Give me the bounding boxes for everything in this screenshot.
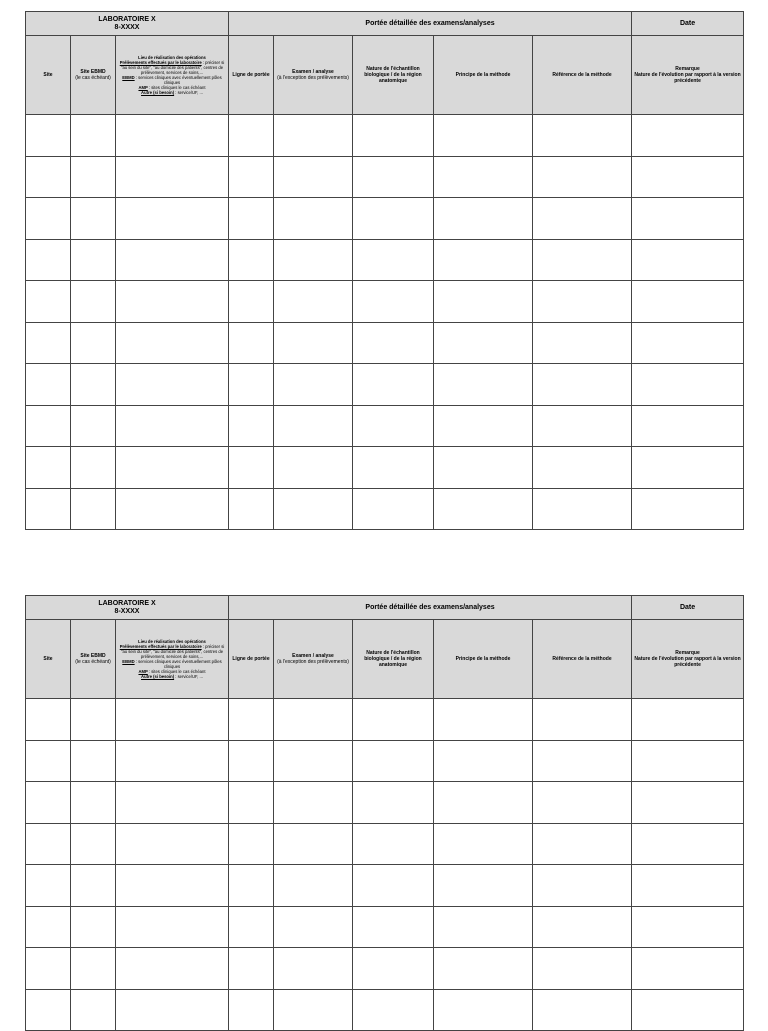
lieu-amp-label: AMP (138, 669, 148, 674)
lieu-autre-text: : service/UF, ... (174, 90, 203, 95)
table-cell[interactable] (533, 740, 632, 782)
table-cell[interactable] (434, 115, 533, 157)
col-examen-label: Examen / analyse (292, 69, 334, 75)
table-cell[interactable] (26, 488, 71, 530)
table-cell[interactable] (71, 322, 116, 364)
table-cell[interactable] (434, 364, 533, 406)
table-cell[interactable] (533, 281, 632, 323)
table-cell[interactable] (434, 156, 533, 198)
table-cell[interactable] (632, 989, 744, 1031)
lieu-ebmd-text: : services cliniques avec éventuellement pôles cliniques (134, 75, 222, 85)
table-cell[interactable] (274, 948, 353, 990)
table-cell[interactable] (26, 948, 71, 990)
table-row (26, 989, 744, 1031)
table-cell[interactable] (71, 447, 116, 489)
table-cell[interactable] (71, 281, 116, 323)
table-cell[interactable] (632, 239, 744, 281)
table-cell[interactable] (71, 823, 116, 865)
table-cell[interactable] (229, 405, 274, 447)
table-cell[interactable] (353, 364, 434, 406)
col-principe: Principe de la méthode (434, 620, 533, 699)
table-cell[interactable] (116, 364, 229, 406)
table-cell[interactable] (434, 865, 533, 907)
table-cell[interactable] (116, 115, 229, 157)
col-nature: Nature de l'échantillon biologique / de la région anatomique (353, 620, 434, 699)
table-cell[interactable] (26, 823, 71, 865)
col-site-ebmd-label: Site EBMD (80, 69, 106, 75)
table-cell[interactable] (274, 281, 353, 323)
table-cell[interactable] (533, 239, 632, 281)
table-cell[interactable] (274, 782, 353, 824)
table-cell[interactable] (26, 156, 71, 198)
table-cell[interactable] (434, 906, 533, 948)
col-remarque (632, 36, 744, 115)
table-cell[interactable] (26, 906, 71, 948)
table-cell[interactable] (229, 281, 274, 323)
table-cell[interactable] (274, 740, 353, 782)
portee-title: Portée détaillée des examens/analyses (229, 596, 632, 620)
date-title: Date (632, 596, 744, 620)
table-cell[interactable] (632, 948, 744, 990)
col-site-ebmd (71, 620, 116, 699)
table-cell[interactable] (116, 740, 229, 782)
table-cell[interactable] (229, 447, 274, 489)
table-cell[interactable] (26, 198, 71, 240)
table-cell[interactable] (434, 198, 533, 240)
table-cell[interactable] (71, 740, 116, 782)
table-row (26, 405, 744, 447)
table-cell[interactable] (353, 281, 434, 323)
table-cell[interactable] (434, 405, 533, 447)
table-cell[interactable] (632, 322, 744, 364)
table-cell[interactable] (26, 322, 71, 364)
lieu-amp-text: : sites cliniques le cas échéant (147, 85, 206, 90)
table-row (26, 488, 744, 530)
col-site-ebmd-label: Site EBMD (80, 653, 106, 659)
table-cell[interactable] (229, 115, 274, 157)
table-cell[interactable] (229, 198, 274, 240)
col-lieu (116, 620, 229, 699)
lieu-ebmd-text: : services cliniques avec éventuellement pôles cliniques (134, 659, 222, 669)
table-cell[interactable] (632, 115, 744, 157)
table-cell[interactable] (353, 198, 434, 240)
table-cell[interactable] (274, 239, 353, 281)
table-cell[interactable] (353, 948, 434, 990)
table-cell[interactable] (274, 488, 353, 530)
table-cell[interactable] (533, 823, 632, 865)
table-cell[interactable] (116, 865, 229, 907)
table-cell[interactable] (533, 322, 632, 364)
table-cell[interactable] (434, 488, 533, 530)
lab-name: LABORATOIRE X (98, 599, 156, 607)
table-cell[interactable] (533, 782, 632, 824)
table-cell[interactable] (274, 447, 353, 489)
table-cell[interactable] (274, 989, 353, 1031)
table-cell[interactable] (71, 906, 116, 948)
table-row (26, 948, 744, 990)
table-cell[interactable] (632, 740, 744, 782)
scope-table (25, 595, 744, 1031)
table-row (26, 115, 744, 157)
table-cell[interactable] (533, 989, 632, 1031)
col-reference: Référence de la méthode (533, 620, 632, 699)
table-cell[interactable] (274, 322, 353, 364)
table-cell[interactable] (229, 989, 274, 1031)
lab-header (26, 596, 229, 620)
table-cell[interactable] (71, 405, 116, 447)
table-cell[interactable] (632, 156, 744, 198)
table-cell[interactable] (434, 740, 533, 782)
table-row (26, 239, 744, 281)
table-cell[interactable] (229, 364, 274, 406)
table-row (26, 782, 744, 824)
table-cell[interactable] (116, 906, 229, 948)
table-row (26, 865, 744, 907)
col-site: Site (26, 36, 71, 115)
header-row-top (26, 596, 744, 620)
table-cell[interactable] (353, 906, 434, 948)
table-row (26, 281, 744, 323)
table-cell[interactable] (434, 447, 533, 489)
col-reference: Référence de la méthode (533, 36, 632, 115)
col-lieu (116, 36, 229, 115)
table-row (26, 198, 744, 240)
lab-header (26, 12, 229, 36)
table-cell[interactable] (533, 906, 632, 948)
table-cell[interactable] (274, 906, 353, 948)
table-row (26, 364, 744, 406)
header-row-top (26, 12, 744, 36)
table-cell[interactable] (274, 156, 353, 198)
table-cell[interactable] (632, 823, 744, 865)
table-cell[interactable] (71, 699, 116, 741)
table-cell[interactable] (274, 699, 353, 741)
portee-title: Portée détaillée des examens/analyses (229, 12, 632, 36)
header-row-columns (26, 620, 744, 699)
scope-table-1 (25, 11, 743, 530)
col-remarque (632, 620, 744, 699)
table-cell[interactable] (116, 198, 229, 240)
table-cell[interactable] (71, 488, 116, 530)
table-cell[interactable] (533, 405, 632, 447)
table-cell[interactable] (353, 782, 434, 824)
table-cell[interactable] (116, 782, 229, 824)
table-cell[interactable] (26, 364, 71, 406)
table-cell[interactable] (274, 364, 353, 406)
table-cell[interactable] (533, 699, 632, 741)
table-cell[interactable] (71, 156, 116, 198)
lieu-title: Lieu de réalisation des opérations (138, 55, 206, 60)
table-cell[interactable] (116, 405, 229, 447)
lieu-autre-text: : service/UF, ... (174, 674, 203, 679)
col-examen (274, 620, 353, 699)
table-cell[interactable] (26, 115, 71, 157)
table-cell[interactable] (26, 989, 71, 1031)
table-cell[interactable] (274, 115, 353, 157)
table-cell[interactable] (71, 115, 116, 157)
lab-code: 8-XXXX (114, 607, 140, 615)
table-row (26, 906, 744, 948)
table-cell[interactable] (434, 281, 533, 323)
table-cell[interactable] (434, 823, 533, 865)
header-row-columns (26, 36, 744, 115)
table-cell[interactable] (26, 782, 71, 824)
table-cell[interactable] (71, 948, 116, 990)
table-cell[interactable] (274, 823, 353, 865)
table-cell[interactable] (632, 281, 744, 323)
table-cell[interactable] (26, 740, 71, 782)
table-cell[interactable] (26, 447, 71, 489)
col-nature: Nature de l'échantillon biologique / de la région anatomique (353, 36, 434, 115)
table-cell[interactable] (116, 989, 229, 1031)
table-cell[interactable] (353, 740, 434, 782)
lab-name: LABORATOIRE X (98, 15, 156, 23)
table-cell[interactable] (533, 115, 632, 157)
table-cell[interactable] (229, 699, 274, 741)
date-title: Date (632, 12, 744, 36)
scope-table (25, 11, 744, 530)
table-cell[interactable] (533, 156, 632, 198)
col-ligne: Ligne de portée (229, 620, 274, 699)
table-cell[interactable] (229, 488, 274, 530)
col-remarque-label: Remarque (675, 66, 700, 72)
col-remarque-note: Nature de l'évolution par rapport à la version précédente (634, 72, 741, 84)
lieu-title: Lieu de réalisation des opérations (138, 639, 206, 644)
col-principe: Principe de la méthode (434, 36, 533, 115)
table-row (26, 823, 744, 865)
table-cell[interactable] (353, 156, 434, 198)
table-cell[interactable] (274, 405, 353, 447)
col-remarque-label: Remarque (675, 650, 700, 656)
lieu-prelev-text: : préciser si "au sein du site", "au domicile des patients", centres de prélèvement, services de soins,... (120, 644, 225, 659)
table-cell[interactable] (533, 488, 632, 530)
table-cell[interactable] (632, 906, 744, 948)
table-cell[interactable] (353, 405, 434, 447)
table-cell[interactable] (26, 865, 71, 907)
table-cell[interactable] (353, 115, 434, 157)
col-remarque-note: Nature de l'évolution par rapport à la version précédente (634, 656, 741, 668)
table-cell[interactable] (116, 447, 229, 489)
table-cell[interactable] (632, 364, 744, 406)
table-cell[interactable] (353, 699, 434, 741)
table-cell[interactable] (533, 865, 632, 907)
table-cell[interactable] (229, 865, 274, 907)
col-examen-note: (à l'exception des prélèvements) (277, 75, 349, 81)
table-cell[interactable] (229, 948, 274, 990)
scope-table-2 (25, 595, 743, 1031)
table-cell[interactable] (632, 447, 744, 489)
table-cell[interactable] (533, 447, 632, 489)
table-cell[interactable] (116, 239, 229, 281)
table-cell[interactable] (116, 699, 229, 741)
lieu-amp-label: AMP (138, 85, 148, 90)
table-cell[interactable] (274, 865, 353, 907)
table-cell[interactable] (26, 239, 71, 281)
lieu-prelev-text: : préciser si "au sein du site", "au domicile des patients", centres de prélèvement, services de soins,... (120, 60, 225, 75)
table-cell[interactable] (632, 488, 744, 530)
lieu-prelev-label: Prélèvements effectués par le laboratoire (119, 60, 202, 65)
table-cell[interactable] (434, 239, 533, 281)
table-cell[interactable] (434, 782, 533, 824)
col-examen-label: Examen / analyse (292, 653, 334, 659)
table-cell[interactable] (353, 865, 434, 907)
table-cell[interactable] (632, 198, 744, 240)
table-cell[interactable] (274, 198, 353, 240)
col-site-ebmd (71, 36, 116, 115)
table-cell[interactable] (353, 989, 434, 1031)
lieu-prelev-label: Prélèvements effectués par le laboratoire (119, 644, 202, 649)
table-row (26, 156, 744, 198)
lieu-ebmd-label: EBMD (122, 659, 135, 664)
table-cell[interactable] (434, 989, 533, 1031)
table-cell[interactable] (116, 281, 229, 323)
table-cell[interactable] (116, 488, 229, 530)
table-cell[interactable] (632, 865, 744, 907)
table-cell[interactable] (229, 906, 274, 948)
table-cell[interactable] (116, 322, 229, 364)
table-cell[interactable] (353, 447, 434, 489)
table-row (26, 740, 744, 782)
table-cell[interactable] (71, 239, 116, 281)
col-site-ebmd-note: (le cas échéant) (75, 659, 111, 665)
table-cell[interactable] (71, 989, 116, 1031)
table-row (26, 699, 744, 741)
table-body (26, 115, 744, 530)
table-cell[interactable] (229, 156, 274, 198)
table-cell[interactable] (353, 823, 434, 865)
col-examen-note: (à l'exception des prélèvements) (277, 659, 349, 665)
table-cell[interactable] (26, 405, 71, 447)
table-body (26, 699, 744, 1031)
table-cell[interactable] (229, 322, 274, 364)
lieu-amp-text: : sites cliniques le cas échéant (147, 669, 206, 674)
table-row (26, 322, 744, 364)
lieu-autre-label: Autre (si besoin) (141, 90, 175, 95)
table-cell[interactable] (26, 281, 71, 323)
lieu-ebmd-label: EBMD (122, 75, 135, 80)
table-cell[interactable] (533, 948, 632, 990)
table-cell[interactable] (353, 488, 434, 530)
table-cell[interactable] (229, 239, 274, 281)
table-cell[interactable] (434, 322, 533, 364)
lab-code: 8-XXXX (114, 23, 140, 31)
table-cell[interactable] (71, 364, 116, 406)
lieu-autre-label: Autre (si besoin) (141, 674, 175, 679)
table-cell[interactable] (632, 699, 744, 741)
table-cell[interactable] (26, 699, 71, 741)
table-cell[interactable] (434, 948, 533, 990)
table-cell[interactable] (533, 364, 632, 406)
table-cell[interactable] (116, 156, 229, 198)
table-cell[interactable] (632, 405, 744, 447)
col-site: Site (26, 620, 71, 699)
table-cell[interactable] (229, 823, 274, 865)
table-row (26, 447, 744, 489)
table-cell[interactable] (353, 322, 434, 364)
table-cell[interactable] (229, 740, 274, 782)
table-cell[interactable] (229, 782, 274, 824)
table-cell[interactable] (533, 198, 632, 240)
table-cell[interactable] (632, 782, 744, 824)
table-cell[interactable] (116, 823, 229, 865)
table-cell[interactable] (71, 782, 116, 824)
col-site-ebmd-note: (le cas échéant) (75, 75, 111, 81)
col-examen (274, 36, 353, 115)
col-ligne: Ligne de portée (229, 36, 274, 115)
table-cell[interactable] (71, 865, 116, 907)
table-cell[interactable] (353, 239, 434, 281)
table-cell[interactable] (116, 948, 229, 990)
table-cell[interactable] (71, 198, 116, 240)
table-cell[interactable] (434, 699, 533, 741)
